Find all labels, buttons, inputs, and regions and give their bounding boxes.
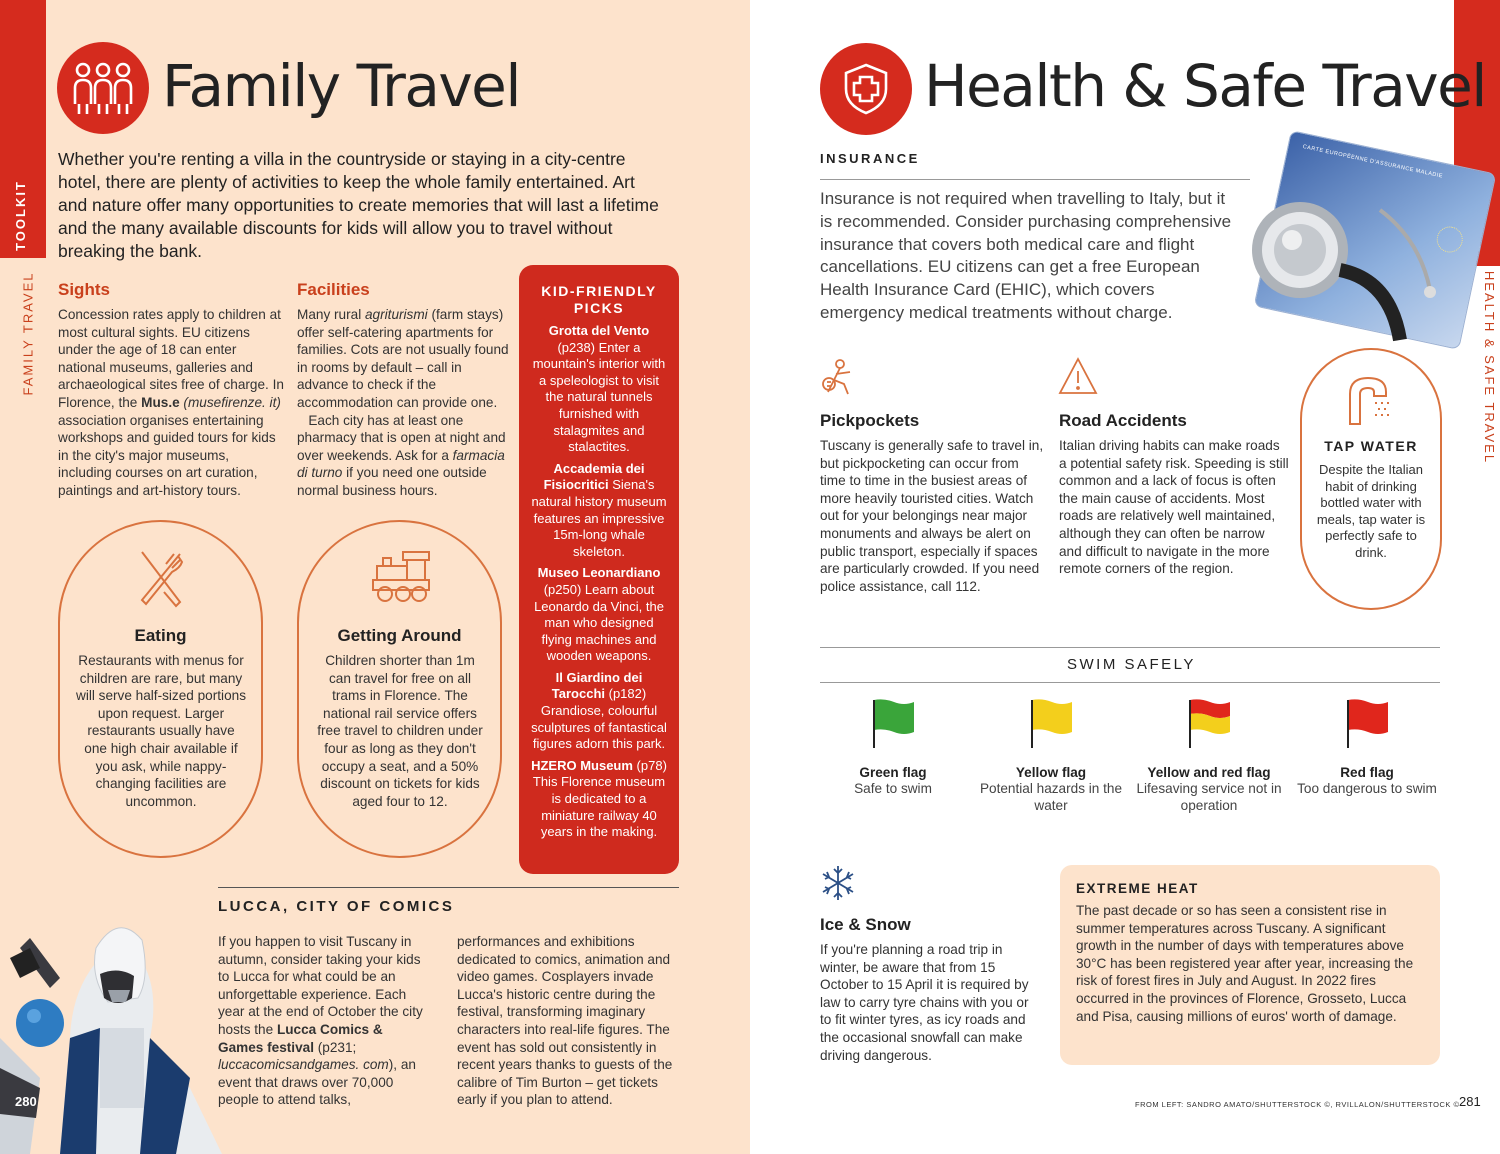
facilities-heading: Facilities — [297, 280, 370, 299]
yellow-flag-icon — [1028, 698, 1074, 750]
yellow-red-flag-icon — [1186, 698, 1232, 750]
ice-snow-heading: Ice & Snow — [820, 915, 911, 934]
kid-pick-item: HZERO Museum (p78) This Florence museum is dedicated to a miniature railway 40 years in the making. — [531, 757, 667, 840]
flag-name: Green flag — [859, 765, 927, 780]
family-icon-circle — [57, 42, 149, 134]
section-tab-label: FAMILY TRAVEL — [20, 271, 36, 396]
toy-train-icon — [371, 546, 433, 606]
kid-pick-item: Museo Leonardiano (p250) Learn about Leonardo da Vinci, the man who designed flying machines and wooden weapons. — [534, 565, 664, 664]
flag-desc: Too dangerous to swim — [1297, 781, 1437, 796]
flag-item-yellow — [976, 698, 1126, 814]
faucet-icon — [1346, 372, 1398, 428]
kid-pick-item: Accademia dei Fisiocritici Siena's natural history museum features an impressive 15m-long whale skeleton. — [531, 460, 667, 559]
lucca-heading: LUCCA, CITY OF COMICS — [218, 898, 455, 915]
extreme-heat-text: The past decade or so has seen a consistent rise in summer temperatures across Tuscany. A significant growth in the number of days with temperatures above 30°C has been registered year after year, increasing the risk of forest fires in July and August. In 2022 fires occurred in the provinces of Florence, Grosseto, Lucca and Pisa, causing millions of euros' worth of damage. — [1076, 903, 1414, 1024]
snowflake-icon — [820, 864, 856, 902]
road-accidents-heading: Road Accidents — [1059, 411, 1187, 430]
flag-item-yellow-red — [1134, 698, 1284, 814]
getting-around-text: Children shorter than 1m can travel for free on all trams in Florence. The national rail service offers free travel to children under four as long as they don't occupy a seat, and a 50% discount on tickets for kids aged four to 12. — [317, 653, 483, 809]
ehic-card-text: CARTE EUROPÉENNE D'ASSURANCE MALADIE — [1302, 144, 1444, 180]
swim-heading: SWIM SAFELY — [1067, 656, 1196, 673]
pickpockets-text: Tuscany is generally safe to travel in, but pickpocketing can occur from time to time in the busiest areas of more heavily touristed cities. Watch out for your belongings near major monuments and always be alert on public transport, especially if spaces are particularly crowded. If you need police assistance, call 112. — [820, 438, 1044, 594]
family-icon — [71, 60, 135, 116]
flag-name: Red flag — [1340, 765, 1394, 780]
lucca-divider — [218, 887, 679, 888]
green-flag-icon — [870, 698, 916, 750]
eating-text: Restaurants with menus for children are rare, but many will serve half-sized portions upon request. Larger restaurants usually have one high chair available if you ask, while nappy-changing facilities are uncommon. — [76, 653, 246, 809]
tap-water-card — [1300, 348, 1442, 610]
insurance-heading: INSURANCE — [820, 151, 920, 166]
intro-paragraph: Whether you're renting a villa in the countryside or staying in a city-centre hotel, there are plenty of activities to keep the whole family entertained. Art and nature offer many opportunities to create memories that will last a lifetime and the many available discounts for kids will allow you to travel without breaking the bank. — [58, 149, 659, 261]
insurance-text: Insurance is not required when travelling to Italy, but it is recommended. Consider purchasing comprehensive insurance that covers both medical care and flight cancellations. EU citizens can get a free European Health Insurance Card (EHIC), which covers emergency medical treatments without charge. — [820, 189, 1232, 322]
warning-triangle-icon — [1058, 356, 1098, 396]
eating-card — [58, 520, 263, 858]
kid-picks-title: KID-FRIENDLY PICKS — [541, 283, 657, 316]
page-title: Family Travel — [162, 52, 520, 120]
medical-shield-icon-circle — [820, 43, 912, 135]
page-title: Health & Safe Travel — [924, 52, 1486, 120]
pickpocket-icon — [820, 358, 860, 396]
flag-desc: Safe to swim — [854, 781, 932, 796]
kid-pick-item: Grotta del Vento (p238) Enter a mountain's interior with a speleologist to visit the natural tunnels furnished with stalagmites and stalactites. — [532, 323, 666, 455]
flag-desc: Lifesaving service not in operation — [1136, 781, 1282, 813]
insurance-divider — [820, 179, 1250, 180]
eating-heading: Eating — [134, 626, 187, 645]
sights-heading: Sights — [58, 280, 110, 299]
kid-friendly-picks-box — [519, 265, 679, 874]
lucca-text-col1: If you happen to visit Tuscany in autumn, consider taking your kids to Lucca for what could be an unforgettable experience. Each year at the end of October the city hosts the Lucca Comics & Games festival (p231; luccacomicsandgames. com), an event that draws over 70,000 people to attend talks, — [218, 934, 423, 1108]
road-accidents-text: Italian driving habits can make roads a potential safety risk. Speeding is still common and a lack of focus is often the main cause of accidents. Most roads are relatively well maintained, although they can often be narrow and difficult to navigate in the more remote corners of the region. — [1059, 438, 1289, 577]
page-number: 280 — [15, 1094, 37, 1109]
sights-text: Concession rates apply to children at most cultural sights. EU citizens under the age of 18 can enter national museums, galleries and archaeological sites free of charge. In Florence, the Mus.e (musefirenze. it) association organises entertaining workshops and guided tours for kids in the city's major museums, including courses on art curation, paintings and art-history tours. — [58, 307, 284, 498]
lucca-text-col2: performances and exhibitions dedicated to comics, animation and video games. Cosplayers invade Lucca's historic centre during the festival, transforming imaginary characters into real-life figures. The event has sold out consistently in recent years thanks to guests of the calibre of Tim Burton – get tickets early if you plan to attend. — [457, 934, 673, 1108]
flag-item-red — [1292, 698, 1442, 797]
pickpockets-heading: Pickpockets — [820, 411, 920, 430]
extreme-heat-box — [1060, 865, 1440, 1065]
photo-credit: FROM LEFT: SANDRO AMATO/SHUTTERSTOCK ©, RVILLALON/SHUTTERSTOCK © — [1135, 1100, 1460, 1109]
page-number: 281 — [1459, 1094, 1481, 1109]
flag-cloth — [874, 699, 914, 734]
red-flag-icon — [1344, 698, 1390, 750]
toolkit-tab-label: TOOLKIT — [12, 180, 28, 251]
right-page — [750, 0, 1500, 1154]
cosplayer-photo — [0, 918, 222, 1154]
tap-water-text: Despite the Italian habit of drinking bottled water with meals, tap water is perfectly safe to drink. — [1316, 462, 1426, 560]
ice-snow-text: If you're planning a road trip in winter, be aware that from 15 October to 15 April it is required by law to carry tyre chains with you or to fit winter tyres, as icy roads and the occasional snowfall can make driving dangerous. — [820, 942, 1029, 1063]
section-tab-label: HEALTH & SAFE TRAVEL — [1482, 270, 1498, 465]
tap-water-heading: TAP WATER — [1324, 438, 1418, 454]
kid-pick-item: Il Giardino dei Tarocchi (p182) Grandiose, colourful sculptures of fantastical figures adorn this park. — [531, 669, 667, 752]
flag-name: Yellow and red flag — [1147, 765, 1271, 780]
stethoscope-icon — [1230, 180, 1450, 350]
flag-name: Yellow flag — [1015, 765, 1087, 780]
getting-around-heading: Getting Around — [337, 626, 462, 645]
extreme-heat-heading: EXTREME HEAT — [1076, 881, 1199, 896]
medical-shield-icon — [838, 61, 894, 117]
swim-divider-top — [820, 647, 1440, 648]
flag-item-green — [818, 698, 968, 797]
fork-knife-icon — [136, 550, 186, 608]
facilities-text: Many rural agriturismi (farm stays) offer self-catering apartments for families. Cots are not usually found in rooms by default – call in advance to check if the accommodation can provide one. Each city has at least one pharmacy that is open at night and over weekends. Ask for a farmacia di turno if you need one outside normal business hours. — [297, 307, 509, 498]
getting-around-card — [297, 520, 502, 858]
flag-desc: Potential hazards in the water — [979, 781, 1123, 813]
swim-divider-bottom — [820, 682, 1440, 683]
